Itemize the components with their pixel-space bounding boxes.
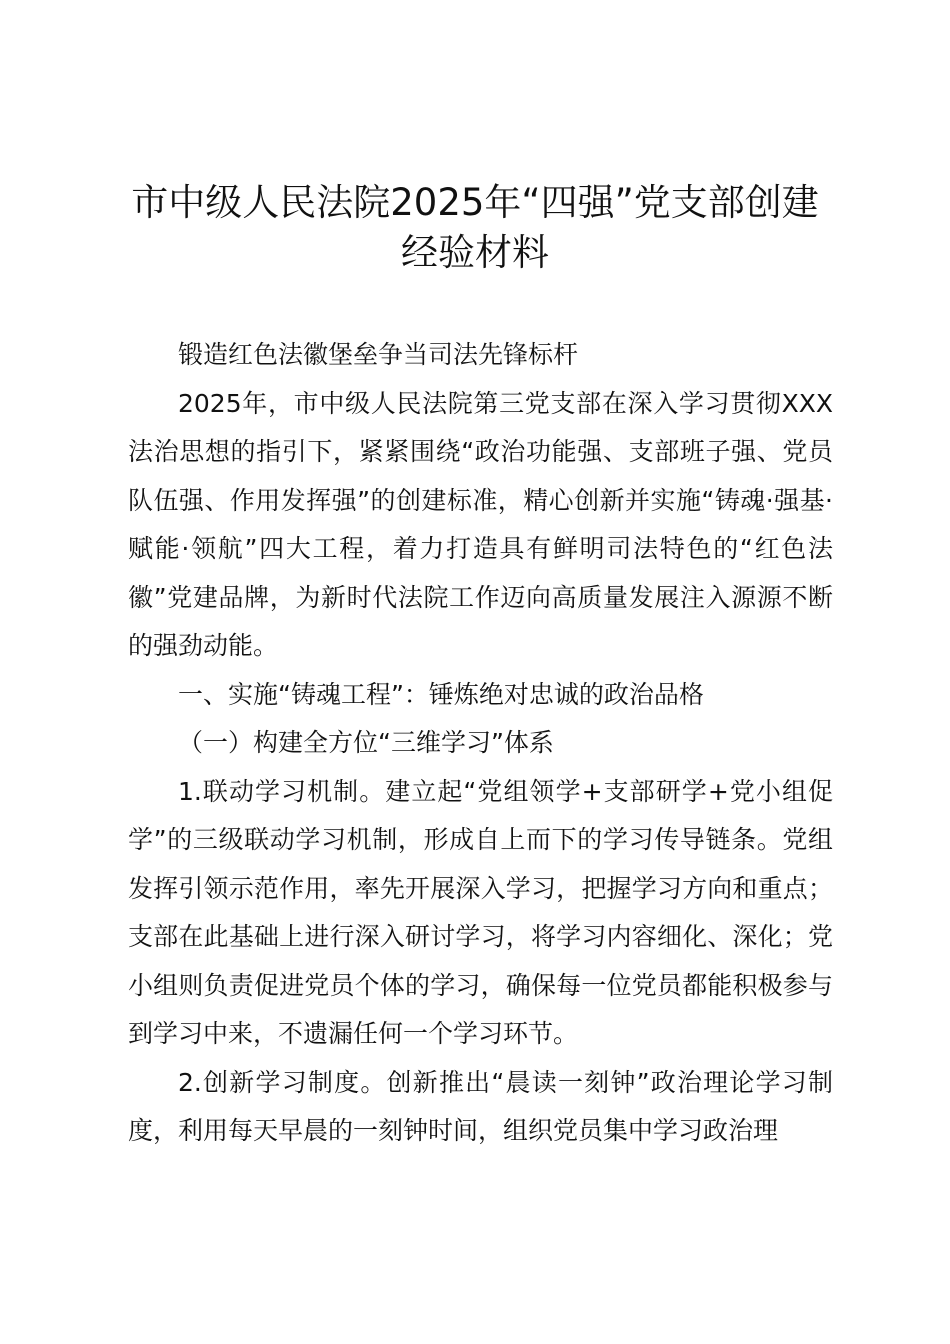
document-title: [110, 178, 840, 278]
document-body: [128, 331, 833, 1156]
title-line-1: 市中级人民法院2025年“四强”党支部创建: [131, 181, 819, 224]
paragraph-item-1: 1.联动学习机制。建立起“党组领学+支部研学+党小组促学”的三级联动学习机制，形成自上而下的学习传导链条。党组发挥引领示范作用，率先开展深入学习，把握学习方向和重点；支部在此基础上进行深入研讨学习，将学习内容细化、深化；党小组则负责促进党员个体的学习，确保每一位党员都能积极参与到学习中来，不遗漏任何一个学习环节。: [128, 776, 833, 1048]
paragraph-item-2: 2.创新学习制度。创新推出“晨读一刻钟”政治理论学习制度，利用每天早晨的一刻钟时间，组织党员集中学习政治理: [128, 1067, 833, 1145]
intro-paragraph: 2025年，市中级人民法院第三党支部在深入学习贯彻XXX法治思想的指引下，紧紧围绕“政治功能强、支部班子强、党员队伍强、作用发挥强”的创建标准，精心创新并实施“铸魂·强基·赋能·领航”四大工程，着力打造具有鲜明司法特色的“红色法徽”党建品牌，为新时代法院工作迈向高质量发展注入源源不断的强劲动能。: [128, 388, 833, 660]
subsection-heading-1: （一）构建全方位“三维学习”体系: [178, 728, 554, 757]
section-heading-1: 一、实施“铸魂工程”：锤炼绝对忠诚的政治品格: [178, 679, 704, 709]
subtitle-paragraph: 锻造红色法徽堡垒争当司法先锋标杆: [178, 340, 579, 369]
title-line-2: 经验材料: [401, 231, 549, 274]
